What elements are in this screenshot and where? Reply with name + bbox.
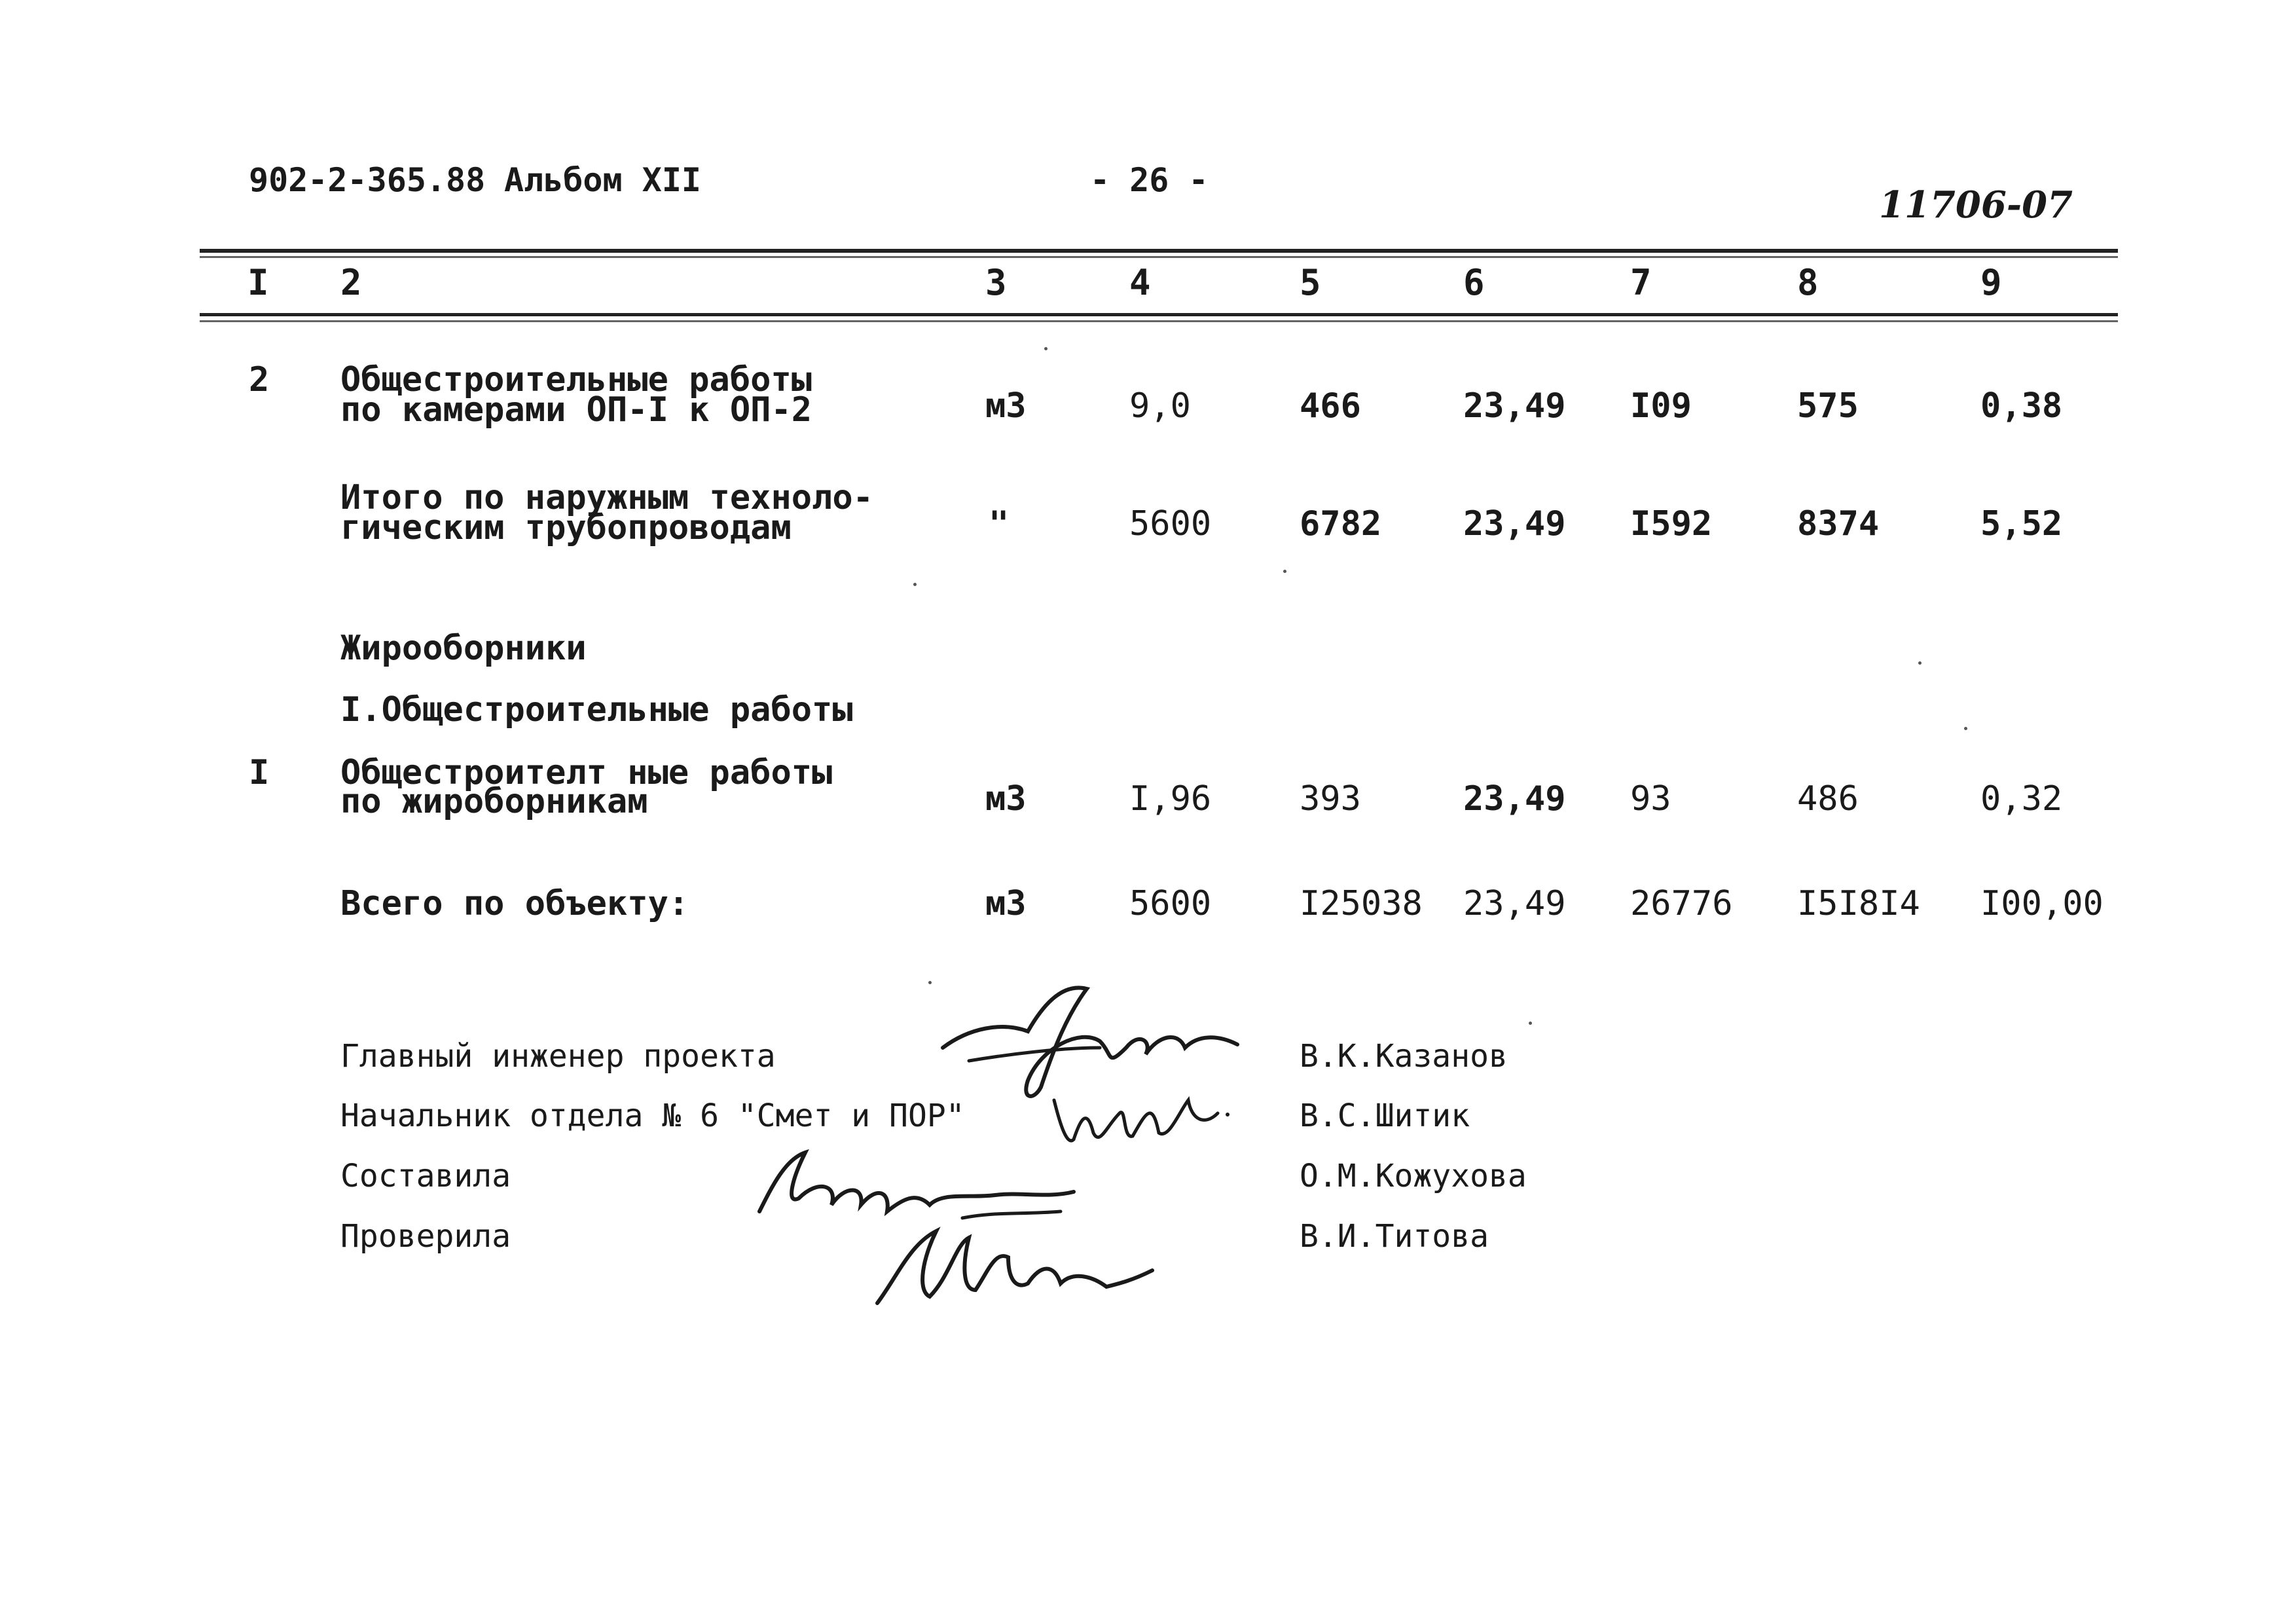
row-description-line: гическим трубопроводам — [340, 508, 792, 547]
signatory-role: Проверила — [340, 1218, 511, 1255]
signatory-name: В.И.Титова — [1300, 1218, 1489, 1255]
row-value-col8: 8374 — [1797, 504, 1880, 544]
row-description-line: Всего по объекту: — [340, 884, 689, 923]
column-number: 2 — [340, 262, 362, 303]
row-unit: м3 — [985, 779, 1027, 819]
section-heading: I.Общестроительные работы — [340, 690, 853, 729]
scan-speck — [1918, 661, 1922, 665]
column-number: 6 — [1463, 262, 1485, 303]
row-unit: м3 — [985, 884, 1027, 923]
row-unit: " — [989, 504, 1010, 544]
row-description-line: Общестроительные работы — [340, 360, 812, 399]
section-heading: Жирооборники — [340, 629, 587, 668]
table-top-rule-thin — [200, 256, 2118, 258]
row-value-col4: 9,0 — [1129, 386, 1191, 426]
row-value-col4: 5600 — [1129, 884, 1212, 923]
signatory-role: Составила — [340, 1158, 511, 1194]
table-top-rule — [200, 249, 2118, 253]
row-value-col8: 486 — [1797, 779, 1859, 819]
signatory-role: Начальник отдела № 6 "Смет и ПОР" — [340, 1098, 965, 1134]
row-unit: м3 — [985, 386, 1027, 426]
row-value-col7: I592 — [1630, 504, 1713, 544]
row-description-line: по жироборникам — [340, 782, 648, 821]
header-bottom-rule — [200, 313, 2118, 316]
row-value-col8: 575 — [1797, 386, 1859, 426]
row-value-col7: I09 — [1630, 386, 1692, 426]
row-number: 2 — [249, 360, 270, 399]
row-value-col4: I,96 — [1129, 779, 1212, 819]
signatory-name: О.М.Кожухова — [1300, 1158, 1527, 1194]
row-value-col5: 6782 — [1300, 504, 1382, 544]
header-bottom-rule-thin — [200, 320, 2118, 322]
scan-speck — [1044, 347, 1048, 350]
scan-speck — [1283, 570, 1286, 573]
row-description-line: Общестроителт ные работы — [340, 753, 833, 792]
inventory-number: 11706-07 — [1879, 183, 2073, 227]
row-value-col9: 0,38 — [1980, 386, 2063, 426]
row-value-col6: 23,49 — [1463, 884, 1566, 923]
document-code: 902-2-365.88 — [249, 161, 486, 199]
column-number: 9 — [1980, 262, 2002, 303]
row-value-col5: 393 — [1300, 779, 1361, 819]
scan-speck — [1964, 727, 1967, 730]
signatory-name: В.К.Казанов — [1300, 1038, 1508, 1075]
row-value-col8: I5I8I4 — [1797, 884, 1920, 923]
signatory-role: Главный инженер проекта — [340, 1038, 776, 1075]
row-value-col4: 5600 — [1129, 504, 1212, 544]
row-value-col9: 5,52 — [1980, 504, 2063, 544]
row-description-line: Итого по наружным техноло- — [340, 478, 873, 517]
scan-speck — [913, 583, 917, 586]
column-number: 4 — [1129, 262, 1151, 303]
column-number: I — [247, 262, 269, 303]
album-label: Альбом XII — [504, 161, 702, 199]
row-value-col5: I25038 — [1300, 884, 1423, 923]
column-number: 7 — [1630, 262, 1652, 303]
row-value-col9: I00,00 — [1980, 884, 2104, 923]
row-value-col5: 466 — [1300, 386, 1361, 426]
row-value-col9: 0,32 — [1980, 779, 2063, 819]
row-value-col7: 93 — [1630, 779, 1671, 819]
scan-speck — [1529, 1022, 1532, 1025]
signature-reviewer — [864, 1218, 1165, 1316]
column-number: 8 — [1797, 262, 1819, 303]
row-value-col6: 23,49 — [1463, 779, 1566, 819]
column-number: 3 — [985, 262, 1007, 303]
scan-speck — [928, 981, 932, 984]
page-number: - 26 - — [1090, 161, 1209, 199]
row-value-col7: 26776 — [1630, 884, 1733, 923]
row-value-col6: 23,49 — [1463, 504, 1566, 544]
row-number: I — [249, 753, 270, 792]
signatory-name: В.С.Шитик — [1300, 1098, 1470, 1134]
row-value-col6: 23,49 — [1463, 386, 1566, 426]
column-number: 5 — [1300, 262, 1321, 303]
row-description-line: по камерами ОП-I к ОП-2 — [340, 390, 812, 430]
